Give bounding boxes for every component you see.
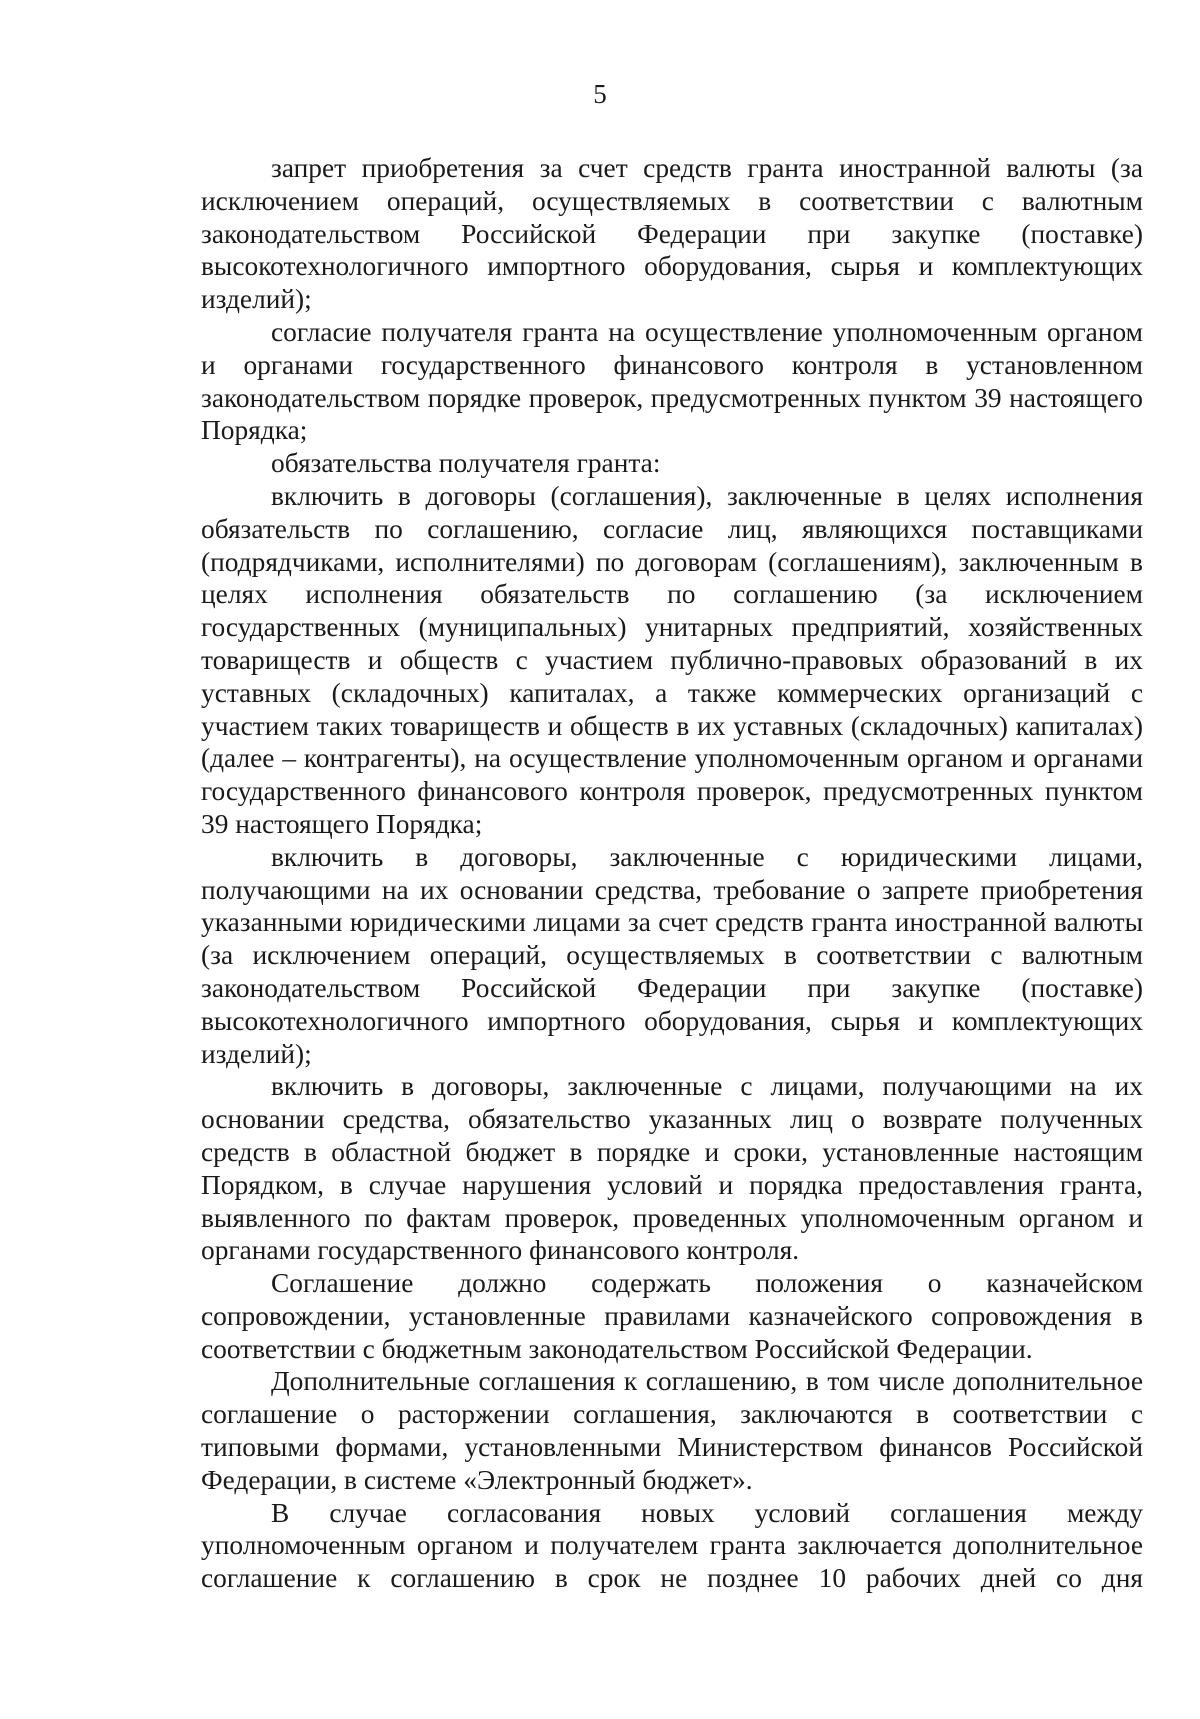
paragraph-additional-agreements: Дополнительные соглашения к соглашению, в том числе дополнительное соглашение о расторжении соглашения, заключаются в соответствии с типовыми формами, установленными Министерством финансов Российской Федерации, в системе «Электронный бюджет». bbox=[201, 1366, 1143, 1495]
paragraph-obligations-heading: обязательства получателя гранта: bbox=[271, 448, 661, 479]
paragraph-funds-return: включить в договоры, заключенные с лицами, получающими на их основании средства, обязательство указанных лиц о возврате полученных средств в областной бюджет в порядке и сроки, установленные настоящим Порядком, в случае нарушения условий и порядка предоставления гранта, выявленного по фактам проверок, проведенных уполномоченным органом и органами государственного финансового контроля. bbox=[201, 1071, 1143, 1266]
document-body bbox=[201, 152, 1143, 1595]
paragraph-legal-entity-currency-ban: включить в договоры, заключенные с юридическими лицами, получающими на их основании средства, требование о запрете приобретения указанными юридическими лицами за счет средств гранта иностранной валюты (за исключением операций, осуществляемых в соответствии с валютным законодательством Российской Федерации при закупке (поставке) высокотехнологичного импортного оборудования, сырья и комплектующих изделий); bbox=[201, 841, 1143, 1069]
paragraph-inspection-consent: согласие получателя гранта на осуществление уполномоченным органом и органами государственного финансового контроля в установленном законодательством порядке проверок, предусмотренных пунктом 39 настоящего Порядка; bbox=[201, 316, 1143, 446]
paragraph-contractor-consent: включить в договоры (соглашения), заключенные в целях исполнения обязательств по соглашению, согласие лиц, являющихся поставщиками (подрядчиками, исполнителями) по договорам (соглашениям), заключенным в целях исполнения обязательств по соглашению (за исключением государственных (муниципальных) унитарных предприятий, хозяйственных товариществ и обществ с участием публично-правовых образований в их уставных (складочных) капиталах, а также коммерческих организаций с участием таких товариществ и обществ в их уставных (складочных) капиталах) (далее – контрагенты), на осуществление уполномоченным органом и органами государственного финансового контроля проверок, предусмотренных пунктом 39 настоящего Порядка; bbox=[201, 480, 1143, 839]
paragraph-currency-ban: запрет приобретения за счет средств гранта иностранной валюты (за исключением операций, осуществляемых в соответствии с валютным законодательством Российской Федерации при закупке (поставке) высокотехнологичного импортного оборудования, сырья и комплектующих изделий); bbox=[201, 153, 1143, 315]
paragraph-new-conditions: В случае согласования новых условий соглашения между уполномоченным органом и получателем гранта заключается дополнительное соглашение к соглашению в срок не позднее 10 рабочих дней со дня bbox=[201, 1497, 1143, 1594]
paragraph-treasury-support: Соглашение должно содержать положения о казначейском сопровождении, установленные правилами казначейского сопровождения в соответствии с бюджетным законодательством Российской Федерации. bbox=[201, 1268, 1143, 1364]
page-number: 5 bbox=[593, 79, 607, 109]
